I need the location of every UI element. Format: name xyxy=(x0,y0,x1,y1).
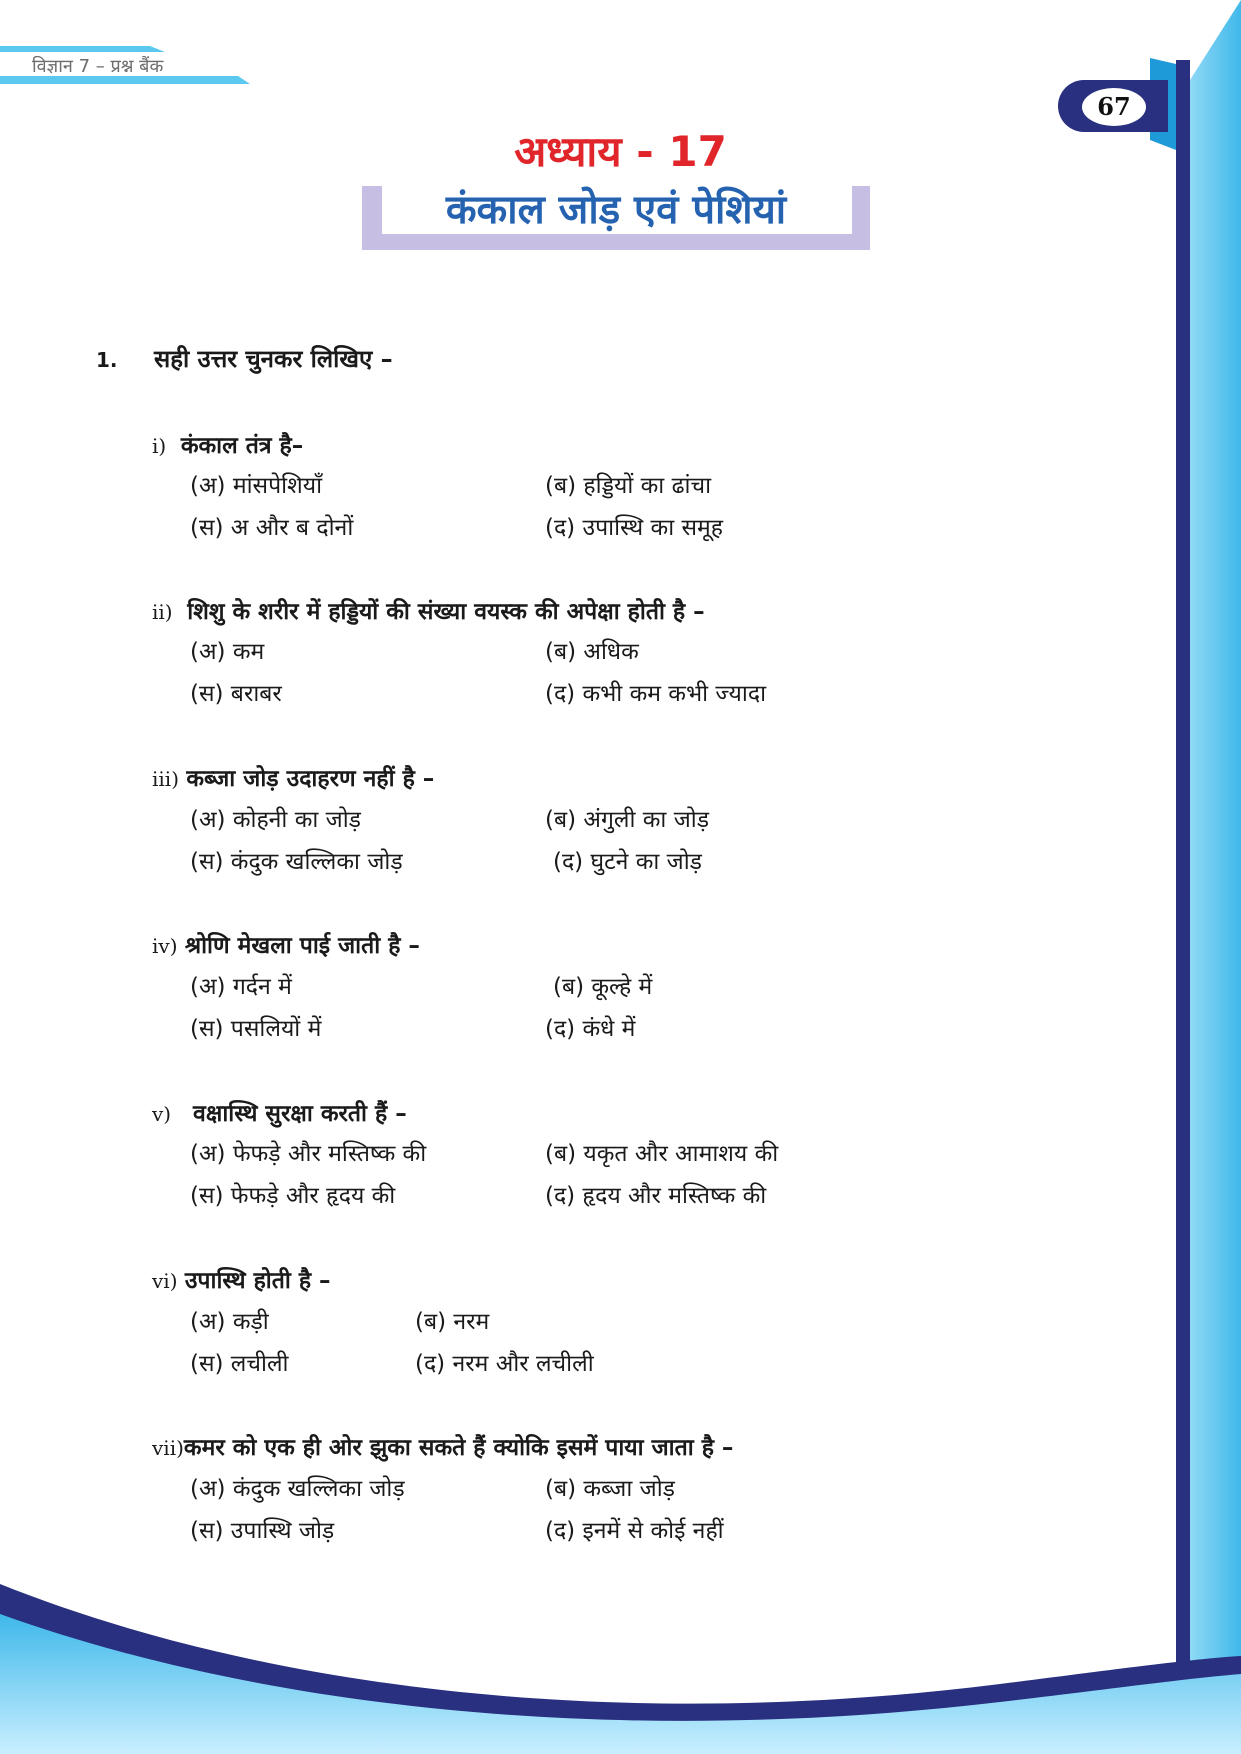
page-number: 67 xyxy=(1082,88,1146,126)
section-heading xyxy=(96,342,393,375)
question-number: ii) xyxy=(152,600,173,624)
option: (ब) नरम xyxy=(415,1309,490,1335)
option: (द) इनमें से कोई नहीं xyxy=(545,1518,724,1544)
option: (द) हृदय और मस्तिष्क की xyxy=(545,1183,767,1209)
option: (स) फेफड़े और हृदय की xyxy=(190,1183,396,1209)
question-stem: श्रोणि मेखला पाई जाती है – xyxy=(184,933,420,959)
option: (ब) अधिक xyxy=(545,639,639,665)
section-instruction: सही उत्तर चुनकर लिखिए – xyxy=(154,345,393,373)
question-number: v) xyxy=(152,1102,172,1126)
option: (स) अ और ब दोनों xyxy=(190,515,354,541)
question-number: vii) xyxy=(152,1436,184,1460)
option: (अ) फेफड़े और मस्तिष्क की xyxy=(190,1141,427,1167)
option: (ब) हड्डियों का ढांचा xyxy=(545,473,712,499)
option: (स) लचीली xyxy=(190,1351,289,1377)
running-title: विज्ञान 7 – प्रश्न बैंक xyxy=(32,56,164,77)
option: (ब) अंगुली का जोड़ xyxy=(545,807,710,833)
option: (द) कंधे में xyxy=(545,1016,636,1042)
option: (अ) कोहनी का जोड़ xyxy=(190,807,361,833)
option: (स) बराबर xyxy=(190,681,282,707)
question-stem: कब्जा जोड़ उदाहरण नहीं है – xyxy=(186,766,435,792)
right-decoration xyxy=(1101,0,1241,1754)
option: (स) पसलियों में xyxy=(190,1016,322,1042)
option: (द) घुटने का जोड़ xyxy=(553,849,702,875)
question-stem: वक्षास्थि सुरक्षा करती हैं – xyxy=(193,1101,407,1127)
bottom-wave xyxy=(0,1574,1241,1754)
option: (ब) कब्जा जोड़ xyxy=(545,1476,675,1502)
option: (ब) यकृत और आमाशय की xyxy=(545,1141,779,1167)
option: (द) उपास्थि का समूह xyxy=(545,515,723,541)
question-stem: उपास्थि होती है – xyxy=(184,1268,331,1294)
question-number: iv) xyxy=(152,934,178,958)
option: (अ) कंदुक खल्लिका जोड़ xyxy=(190,1476,405,1502)
question-1 xyxy=(152,428,303,460)
question-stem: कमर को एक ही ओर झुका सकते हैं क्योकि इसमें पाया जाता है – xyxy=(183,1435,734,1461)
chapter-number: अध्याय - 17 xyxy=(514,127,727,176)
question-5 xyxy=(152,1096,407,1128)
question-2 xyxy=(152,594,705,626)
option: (द) कभी कम कभी ज्यादा xyxy=(545,681,767,707)
question-3 xyxy=(152,761,434,793)
question-4 xyxy=(152,928,420,960)
option: (अ) मांसपेशियाँ xyxy=(190,473,323,499)
question-stem: शिशु के शरीर में हड्डियों की संख्या वयस्क की अपेक्षा होती है – xyxy=(187,599,705,625)
question-stem: कंकाल तंत्र है– xyxy=(180,433,304,459)
section-number: 1. xyxy=(96,348,118,372)
option: (स) उपास्थि जोड़ xyxy=(190,1518,335,1544)
chapter-title: कंकाल जोड़ एवं पेशियां xyxy=(445,187,787,233)
option: (द) नरम और लचीली xyxy=(415,1351,594,1377)
option: (ब) कूल्हे में xyxy=(553,974,653,1000)
option: (अ) गर्दन में xyxy=(190,974,292,1000)
option: (अ) कम xyxy=(190,639,265,665)
question-number: vi) xyxy=(152,1269,178,1293)
question-number: i) xyxy=(152,434,167,458)
question-7 xyxy=(152,1430,733,1462)
question-6 xyxy=(152,1263,331,1295)
option: (स) कंदुक खल्लिका जोड़ xyxy=(190,849,403,875)
question-number: iii) xyxy=(152,767,179,791)
option: (अ) कड़ी xyxy=(190,1309,269,1335)
